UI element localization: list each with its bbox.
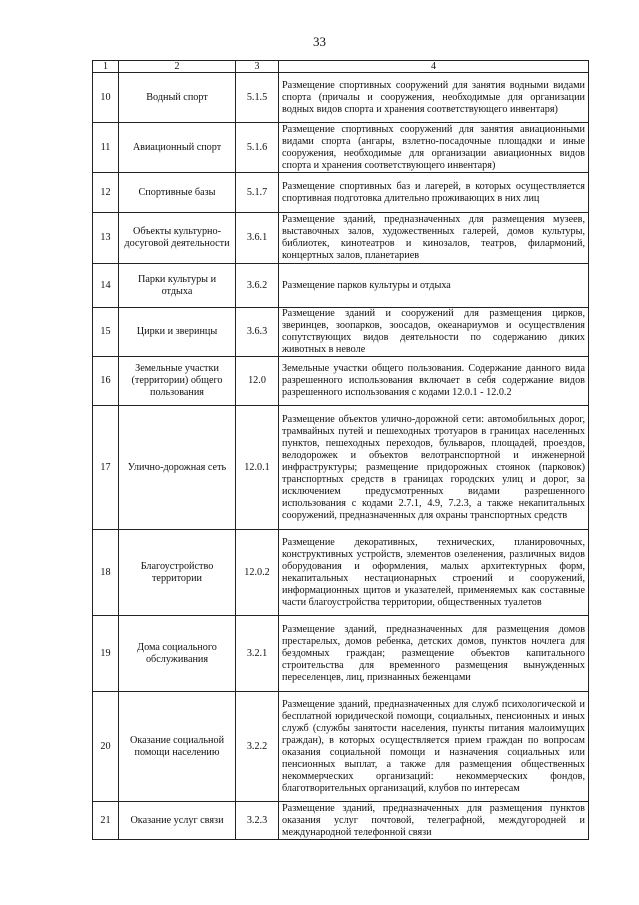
row-number: 17 [93,406,119,530]
use-code: 12.0 [236,357,279,406]
use-description: Размещение зданий, предназначенных для размещения домов престарелых, домов ребенка, детских домов, пунктов ночлега для бездомных граждан; размещение объектов капитального строительства для временного размещения вынужденных переселенцев, лиц, признанных беженцами [279,616,589,692]
use-name: Авиационный спорт [119,123,236,173]
use-code: 12.0.1 [236,406,279,530]
row-number: 12 [93,173,119,213]
use-code: 3.2.3 [236,802,279,840]
use-description: Размещение спортивных сооружений для занятия водными видами спорта (причалы и сооружения, необходимые для организации водных видов спорта и хранения соответствующего инвентаря) [279,73,589,123]
use-name: Оказание услуг связи [119,802,236,840]
header-col-1: 1 [93,61,119,73]
use-description: Размещение зданий, предназначенных для служб психологической и бесплатной юридической помощи, социальных, пенсионных и иных служб (службы занятости населения, пункты питания малоимущих граждан), в которых осуществляется прием граждан по вопросам оказания социальной помощи и назначения социальных или пенсионных выплат, а также для размещения общественных некоммерческих организаций: некоммерческих фондов, благотворительных организаций, клубов по интересам [279,692,589,802]
row-number: 10 [93,73,119,123]
table-row [93,123,589,173]
row-number: 11 [93,123,119,173]
land-use-table [92,60,589,840]
use-description: Размещение спортивных сооружений для занятия авиационными видами спорта (ангары, взлетно-посадочные площадки и иные сооружения, необходимые для организации авиационных видов спорта и хранения соответствующего инвентаря) [279,123,589,173]
table-row [93,692,589,802]
use-description: Размещение зданий, предназначенных для размещения пунктов оказания услуг почтовой, телеграфной, междугородней и международной телефонной связи [279,802,589,840]
use-name: Цирки и зверинцы [119,308,236,357]
use-name: Земельные участки (территории) общего пользования [119,357,236,406]
use-code: 3.2.1 [236,616,279,692]
use-code: 3.2.2 [236,692,279,802]
table-row [93,73,589,123]
header-col-2: 2 [119,61,236,73]
use-code: 3.6.2 [236,264,279,308]
use-name: Улично-дорожная сеть [119,406,236,530]
use-name: Парки культуры и отдыха [119,264,236,308]
row-number: 20 [93,692,119,802]
table-row [93,802,589,840]
table-row [93,213,589,264]
use-name: Водный спорт [119,73,236,123]
row-number: 13 [93,213,119,264]
row-number: 16 [93,357,119,406]
use-name: Объекты культурно-досуговой деятельности [119,213,236,264]
row-number: 14 [93,264,119,308]
table-row [93,530,589,616]
header-col-4: 4 [279,61,589,73]
table-row [93,357,589,406]
use-code: 3.6.1 [236,213,279,264]
use-description: Размещение объектов улично-дорожной сети: автомобильных дорог, трамвайных путей и пешеходных тротуаров в границах населенных пунктов, пешеходных переходов, бульваров, площадей, проездов, велодорожек и объектов велотранспортной и инженерной инфраструктуры; размещение придорожных стоянок (парковок) транспортных средств в границах городских улиц и дорог, за исключением предусмотренных видами разрешенного использования с кодами 2.7.1, 4.9, 7.2.3, а также некапитальных сооружений, предназначенных для охраны транспортных средств [279,406,589,530]
header-row [93,61,589,73]
table-row [93,406,589,530]
use-name: Оказание социальной помощи населению [119,692,236,802]
table-row [93,308,589,357]
header-col-3: 3 [236,61,279,73]
row-number: 18 [93,530,119,616]
row-number: 19 [93,616,119,692]
use-description: Размещение зданий, предназначенных для размещения музеев, выставочных залов, художественных галерей, домов культуры, библиотек, кинотеатров и кинозалов, театров, филармоний, концертных залов, планетариев [279,213,589,264]
use-code: 5.1.6 [236,123,279,173]
use-description: Земельные участки общего пользования. Содержание данного вида разрешенного использования включает в себя содержание видов разрешенного использования с кодами 12.0.1 - 12.0.2 [279,357,589,406]
use-code: 12.0.2 [236,530,279,616]
use-name: Дома социального обслуживания [119,616,236,692]
table-row [93,264,589,308]
use-name: Спортивные базы [119,173,236,213]
row-number: 15 [93,308,119,357]
use-code: 5.1.5 [236,73,279,123]
use-code: 5.1.7 [236,173,279,213]
use-name: Благоустройство территории [119,530,236,616]
table-row [93,173,589,213]
use-description: Размещение зданий и сооружений для размещения цирков, зверинцев, зоопарков, зоосадов, океанариумов и осуществления сопутствующих видов деятельности по содержанию диких животных в неволе [279,308,589,357]
page-number: 33 [313,34,326,49]
use-description: Размещение парков культуры и отдыха [279,264,589,308]
use-description: Размещение декоративных, технических, планировочных, конструктивных устройств, элементов озеленения, различных видов оборудования и оформления, малых архитектурных форм, некапитальных нестационарных строений и сооружений, информационных щитов и указателей, применяемых как составные части благоустройства территории, общественных туалетов [279,530,589,616]
row-number: 21 [93,802,119,840]
use-code: 3.6.3 [236,308,279,357]
use-description: Размещение спортивных баз и лагерей, в которых осуществляется спортивная подготовка длительно проживающих в них лиц [279,173,589,213]
table-row [93,616,589,692]
